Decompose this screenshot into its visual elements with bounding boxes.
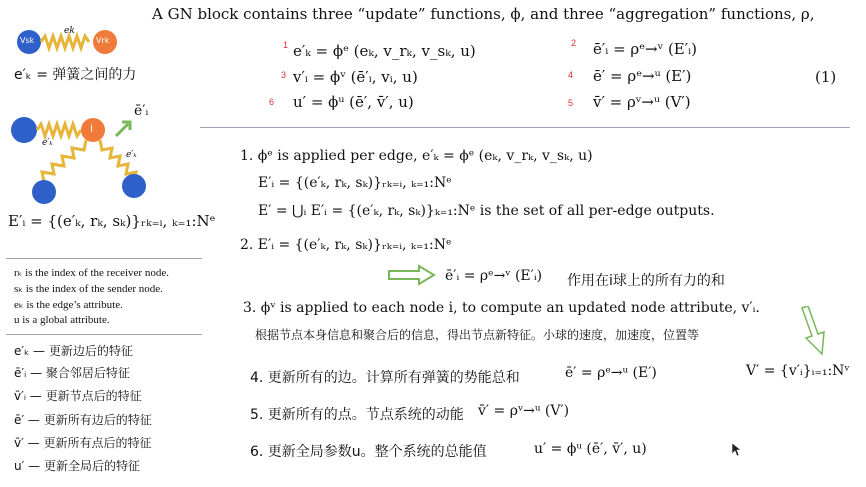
def-all-edges-updated: ē′ — 更新所有边后的特征: [14, 413, 152, 427]
eq-number-1: 1: [283, 40, 289, 50]
step-6: 6. 更新全局参数u。整个系统的总能值: [250, 444, 487, 460]
def-node-updated: v̄′ᵢ — 更新节点后的特征: [14, 389, 142, 403]
node-to-global-agg-eq: v̄′ = ρᵛ→ᵘ (V′): [593, 93, 691, 111]
sender-ball-label: Vsk: [20, 36, 35, 45]
step-2-chinese-note: 作用在i球上的所有力的和: [567, 273, 725, 289]
lower-right-ball: [122, 174, 146, 198]
step-6-eq: u′ = ϕᵘ (ē′, v̄′, u): [534, 441, 647, 457]
node-set-definition: V′ = {v′ᵢ}ᵢ₌₁:Nᵛ: [746, 363, 850, 379]
mouse-cursor-icon: [731, 442, 743, 458]
step-5: 5. 更新所有的点。节点系统的动能: [250, 407, 464, 423]
top-divider: [200, 127, 850, 128]
definitions-divider: [6, 334, 202, 335]
page-title: A GN block contains three “update” functions, ϕ, and three “aggregation” functions, ρ,: [152, 5, 815, 23]
step-3: 3. ϕᵛ is applied to each node i, to compute an updated node attribute, v′ᵢ.: [243, 300, 760, 316]
aggregate-label: ē′ᵢ: [134, 103, 149, 119]
step-2-aggregation-eq: ē′ᵢ = ρᵉ→ᵛ (E′ᵢ): [445, 268, 543, 284]
top-spring: [41, 36, 89, 48]
step-4-eq: ē′ = ρᵉ→ᵘ (E′): [565, 365, 657, 381]
def-edge-updated: e′ₖ — 更新边后的特征: [14, 344, 133, 358]
step-1-all-edges: E′ = ⋃ᵢ E′ᵢ = {(e′ₖ, rₖ, sₖ)}ₖ₌₁:Nᵉ is the set of all per-edge outputs.: [258, 203, 715, 219]
left-spring: [37, 124, 81, 136]
step-3-chinese-note: 根据节点本身信息和聚合后的信息，得出节点新特征。小球的速度，加速度，位置等: [255, 328, 700, 342]
eq-number-5: 5: [568, 98, 574, 108]
note-global-attribute: u is a global attribute.: [14, 314, 110, 326]
edge-set-definition: E′ᵢ = {(e′ₖ, rₖ, sₖ)}ᵣₖ₌ᵢ, ₖ₌₁:Nᵉ: [8, 212, 216, 230]
step-1-edge-set: E′ᵢ = {(e′ₖ, rₖ, sₖ)}ᵣₖ₌ᵢ, ₖ₌₁:Nᵉ: [258, 175, 452, 191]
node-update-eq: v′ᵢ = ϕᵛ (ē′ᵢ, vᵢ, u): [293, 68, 418, 86]
note-edge-attribute: eₖ is the edge’s attribute.: [14, 299, 123, 311]
eq-number-6: 6: [269, 97, 275, 107]
edge-to-node-agg-eq: ē′ᵢ = ρᵉ→ᵛ (E′ᵢ): [593, 40, 698, 58]
step-1: 1. ϕᵉ is applied per edge, e′ₖ = ϕᵉ (eₖ, v_rₖ, v_sₖ, u): [240, 148, 593, 164]
center-node-label: i: [90, 122, 94, 135]
hollow-right-arrow-icon: [387, 264, 437, 286]
spring-edge-label: ek: [64, 26, 75, 36]
eq-number-4: 4: [568, 70, 574, 80]
receiver-ball-label: Vrk: [96, 36, 110, 45]
left-neighbor-ball: [11, 117, 37, 143]
edge-update-eq: e′ₖ = ϕᵉ (eₖ, v_rₖ, v_sₖ, u): [293, 42, 476, 60]
note-receiver-index: rₖ is the index of the receiver node.: [14, 267, 169, 279]
left-spring-label: e′ₖ: [42, 138, 53, 148]
note-sender-index: sₖ is the index of the sender node.: [14, 283, 163, 295]
node-spring-diagram: [4, 106, 164, 206]
aggregate-arrow-icon: [116, 122, 130, 136]
global-update-eq: u′ = ϕᵘ (ē′, v̄′, u): [293, 93, 414, 111]
step-2: 2. E′ᵢ = {(e′ₖ, rₖ, sₖ)}ᵣₖ₌ᵢ, ₖ₌₁:Nᵉ: [240, 237, 452, 253]
def-neighbor-aggregated: ē′ᵢ — 聚合邻居后特征: [14, 366, 130, 380]
def-global-updated: u′ — 更新全局后的特征: [14, 459, 140, 473]
step-5-eq: v̄′ = ρᵛ→ᵘ (V′): [478, 403, 570, 419]
step-4: 4. 更新所有的边。计算所有弹簧的势能总和: [250, 370, 520, 386]
force-definition: e′ₖ = 弹簧之间的力: [14, 67, 137, 83]
equation-number: (1): [815, 68, 837, 86]
right-spring-label: e′ₖ: [126, 150, 137, 160]
lower-left-ball: [32, 180, 56, 204]
down-arrow-icon: [798, 306, 832, 358]
eq-number-2: 2: [571, 38, 577, 48]
def-all-nodes-updated: v̄′ — 更新所有点后的特征: [14, 436, 152, 450]
edge-to-global-agg-eq: ē′ = ρᵉ→ᵘ (E′): [593, 67, 692, 85]
eq-number-3: 3: [281, 70, 287, 80]
notes-divider: [6, 258, 202, 259]
